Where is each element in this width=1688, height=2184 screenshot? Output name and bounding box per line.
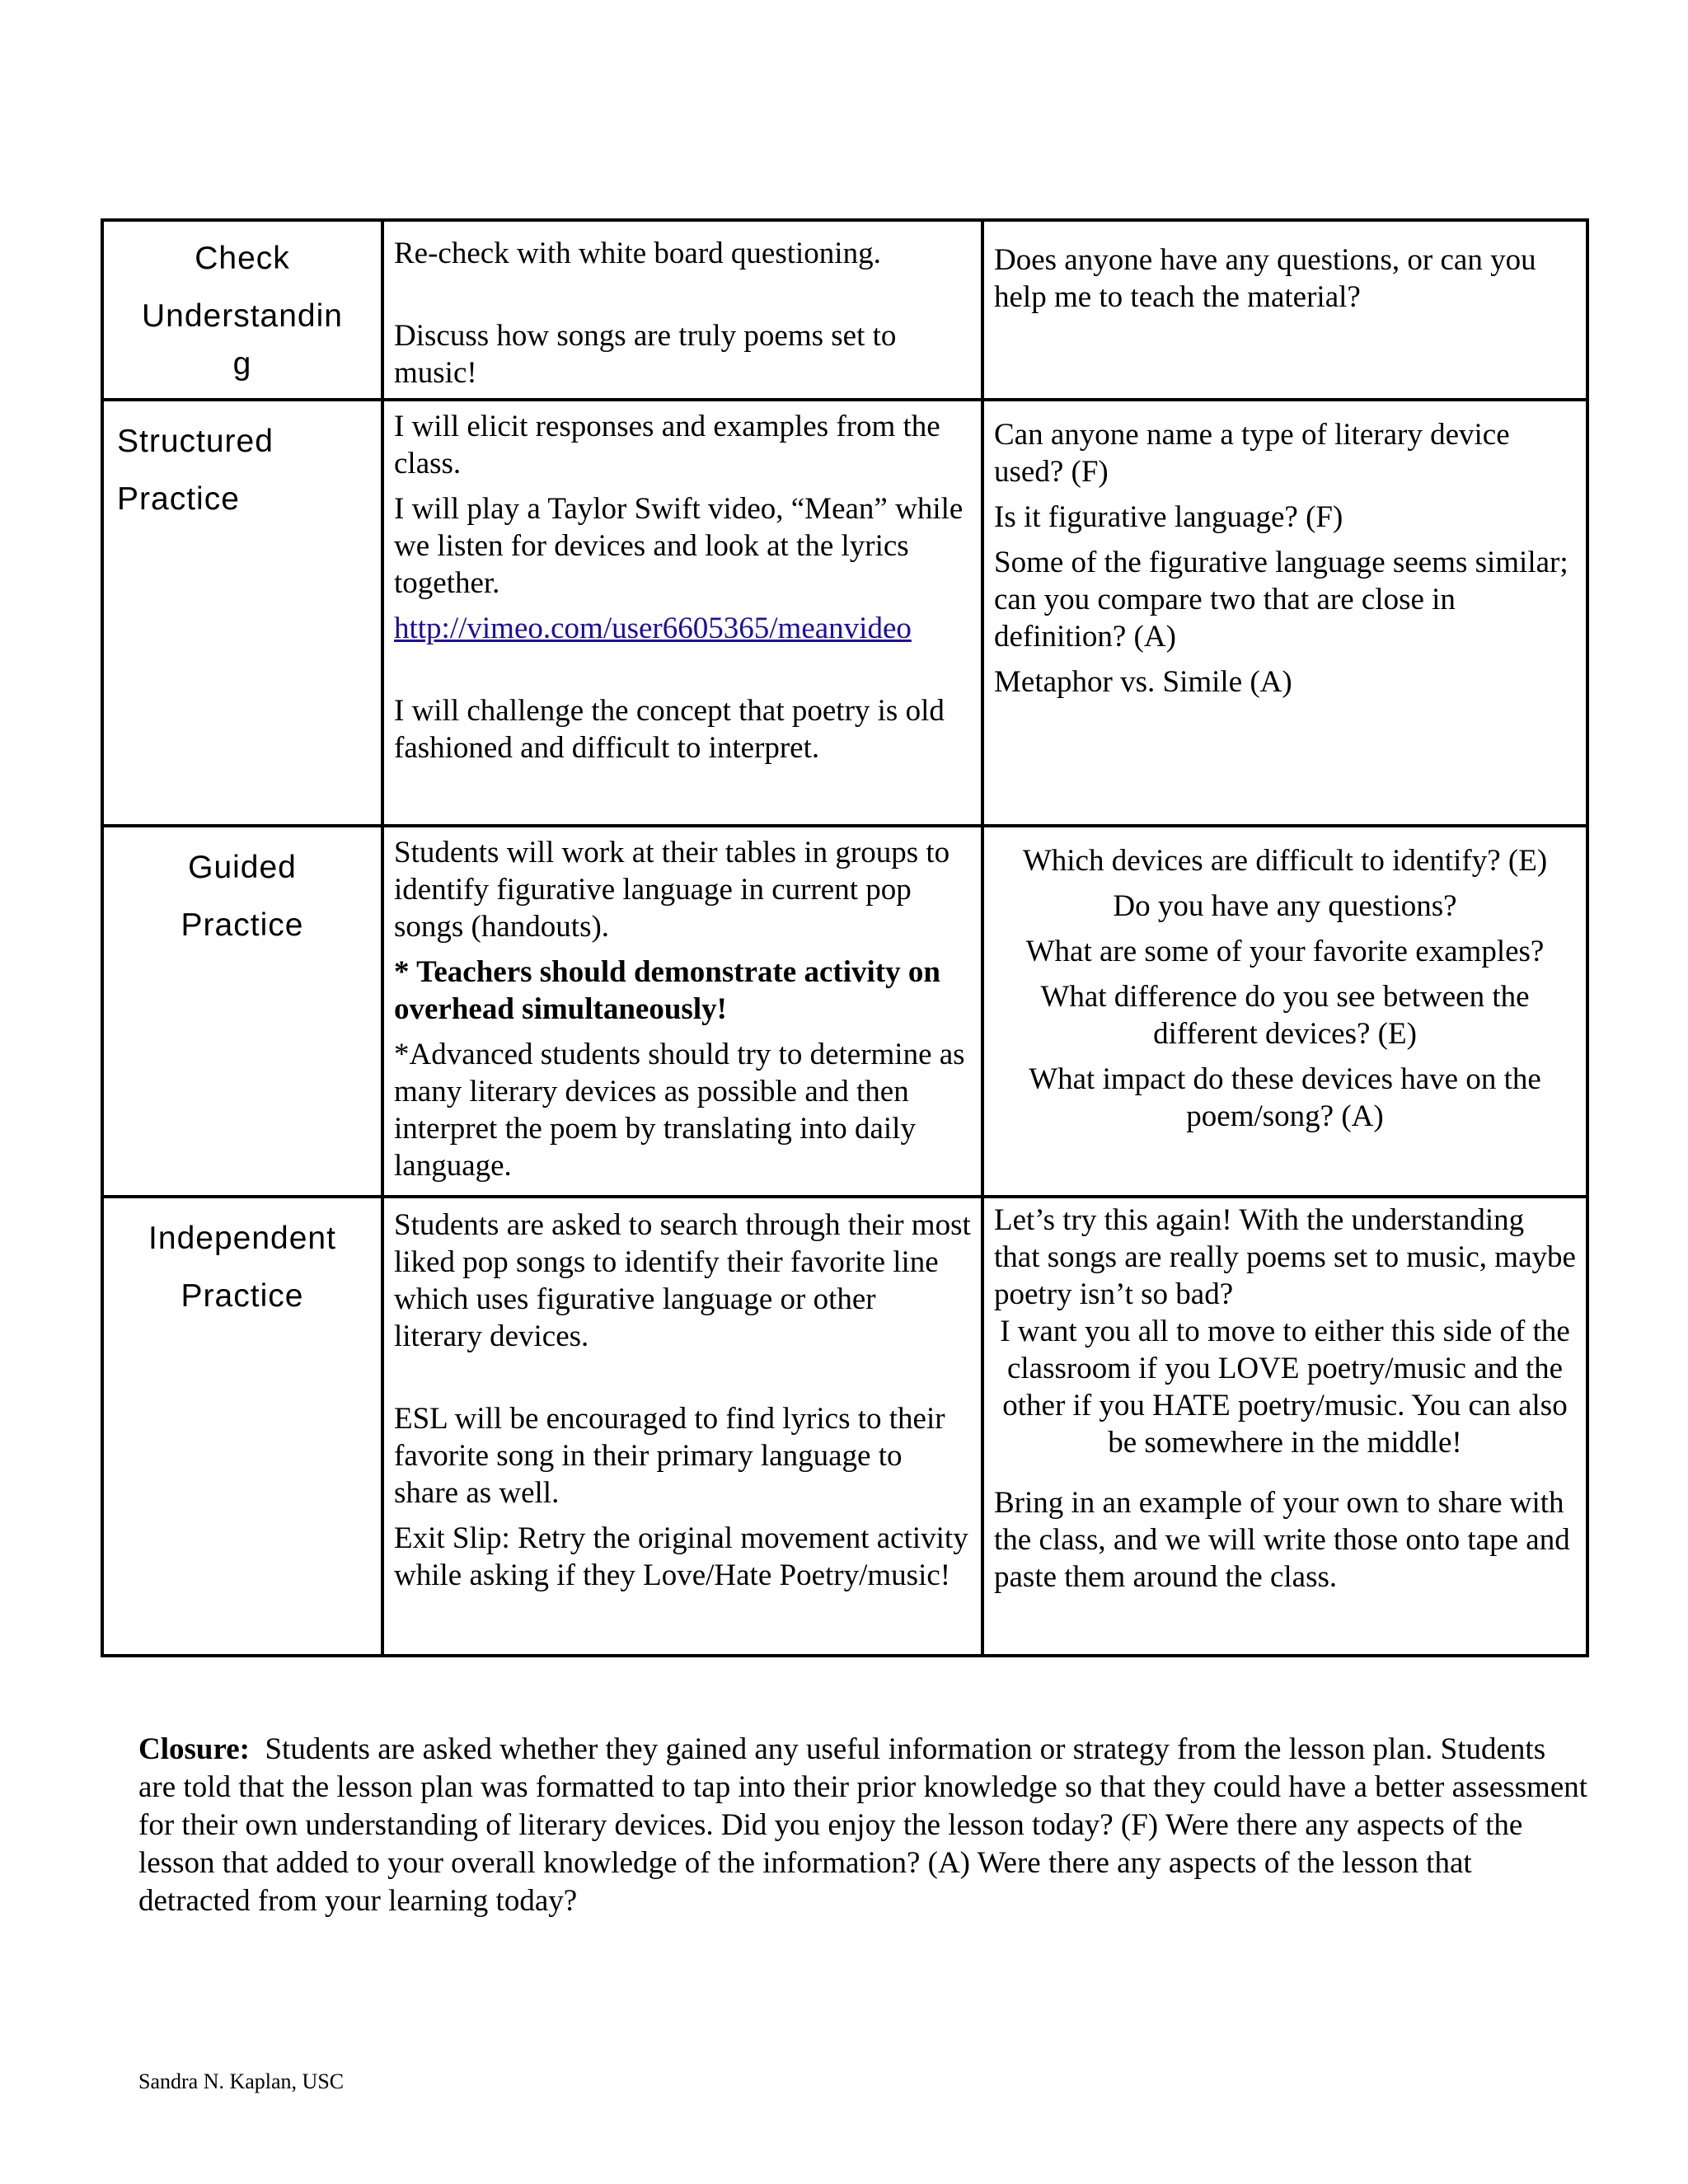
row-label-line: Check xyxy=(195,241,290,276)
question-text: Does anyone have any questions, or can you help me to teach the material? xyxy=(994,243,1536,314)
row-label-guided-practice xyxy=(102,826,382,1197)
question-text: Let’s try this again! With the understanding that songs are really poems set to music, maybe poetry isn’t so bad? xyxy=(994,1203,1576,1311)
questions-cell-check-understanding xyxy=(982,220,1587,400)
row-label-line: Understandin xyxy=(142,298,343,334)
row-label-line: Independent xyxy=(148,1221,336,1256)
closure-label: Closure: xyxy=(138,1732,250,1766)
closure-paragraph xyxy=(138,1731,1589,1920)
question-text: What impact do these devices have on the poem/song? (A) xyxy=(1029,1062,1541,1133)
closure-text: Students are asked whether they gained any useful information or strategy from the lesson plan. Students are told that the lesson plan was formatted to tap into their prior knowledge so that they could have a better assessment for their own understanding of literary devices. Did you enjoy the lesson today? (F) Were there any aspects of the lesson that added to your overall knowledge of the information? (A) Were there any aspects of the lesson that detracted from your learning today? xyxy=(138,1732,1588,1918)
activity-cell-check-understanding xyxy=(382,220,982,400)
table-row-check-understanding xyxy=(102,220,1587,400)
footer-credit: Sandra N. Kaplan, USC xyxy=(138,2069,345,2093)
row-label-structured-practice xyxy=(102,400,382,826)
activity-text: Discuss how songs are truly poems set to music! xyxy=(394,319,897,390)
row-label-line: Structured xyxy=(117,424,274,459)
row-label-line: Practice xyxy=(181,907,304,943)
question-text: Bring in an example of your own to share with the class, and we will write those onto tape and paste them around the class. xyxy=(994,1486,1570,1594)
activity-text: Students will work at their tables in groups to identify figurative language in current pop songs (handouts). xyxy=(394,836,950,944)
question-text: What are some of your favorite examples? xyxy=(1025,935,1545,968)
activity-cell-guided-practice xyxy=(382,826,982,1197)
question-text: Some of the figurative language seems similar; can you compare two that are close in definition? (A) xyxy=(994,546,1568,654)
activity-cell-structured-practice xyxy=(382,400,982,826)
row-label-independent-practice xyxy=(102,1197,382,1656)
question-text: Which devices are difficult to identify? (E) xyxy=(1022,844,1548,878)
activity-text: *Advanced students should try to determine as many literary devices as possible and then interpret the poem by translating into daily language. xyxy=(394,1038,965,1183)
row-label-check-understanding xyxy=(102,220,382,400)
questions-cell-independent-practice xyxy=(982,1197,1587,1656)
activity-text: ESL will be encouraged to find lyrics to their favorite song in their primary language to share as well. xyxy=(394,1402,945,1510)
row-label-line: g xyxy=(232,346,252,382)
question-text: Is it figurative language? (F) xyxy=(994,500,1343,534)
teacher-note: * Teachers should demonstrate activity on overhead simultaneously! xyxy=(394,955,940,1026)
question-text: I want you all to move to either this side of the classroom if you LOVE poetry/music and the other if you HATE poetry/music. You can also be somewhere in the middle! xyxy=(1000,1315,1570,1460)
question-text: What difference do you see between the different devices? (E) xyxy=(1040,980,1530,1051)
row-label-line: Practice xyxy=(181,1278,304,1314)
row-label-line: Guided xyxy=(188,850,297,885)
exit-slip-text: Exit Slip: Retry the original movement activity while asking if they Love/Hate Poetry/music! xyxy=(394,1521,968,1592)
activity-text: Students are asked to search through their most liked pop songs to identify their favorite line which uses figurative language or other literary devices. xyxy=(394,1208,971,1353)
table-row-structured-practice xyxy=(102,400,1587,826)
activity-text: Re-check with white board questioning. xyxy=(394,237,881,270)
video-link[interactable]: http://vimeo.com/user6605365/meanvideo xyxy=(394,612,912,645)
row-label-line: Practice xyxy=(117,481,240,517)
table-row-independent-practice xyxy=(102,1197,1587,1656)
table-row-guided-practice xyxy=(102,826,1587,1197)
activity-text: I will challenge the concept that poetry is old fashioned and difficult to interpret. xyxy=(394,694,945,765)
question-text: Do you have any questions? xyxy=(1113,889,1457,923)
activity-text: I will play a Taylor Swift video, “Mean” while we listen for devices and look at the lyrics together. xyxy=(394,492,964,600)
activity-cell-independent-practice xyxy=(382,1197,982,1656)
questions-cell-guided-practice xyxy=(982,826,1587,1197)
question-text: Can anyone name a type of literary device used? (F) xyxy=(994,418,1510,489)
questions-cell-structured-practice xyxy=(982,400,1587,826)
question-text: Metaphor vs. Simile (A) xyxy=(994,665,1292,699)
activity-text: I will elicit responses and examples from the class. xyxy=(394,410,940,480)
lesson-plan-table xyxy=(101,218,1589,1657)
